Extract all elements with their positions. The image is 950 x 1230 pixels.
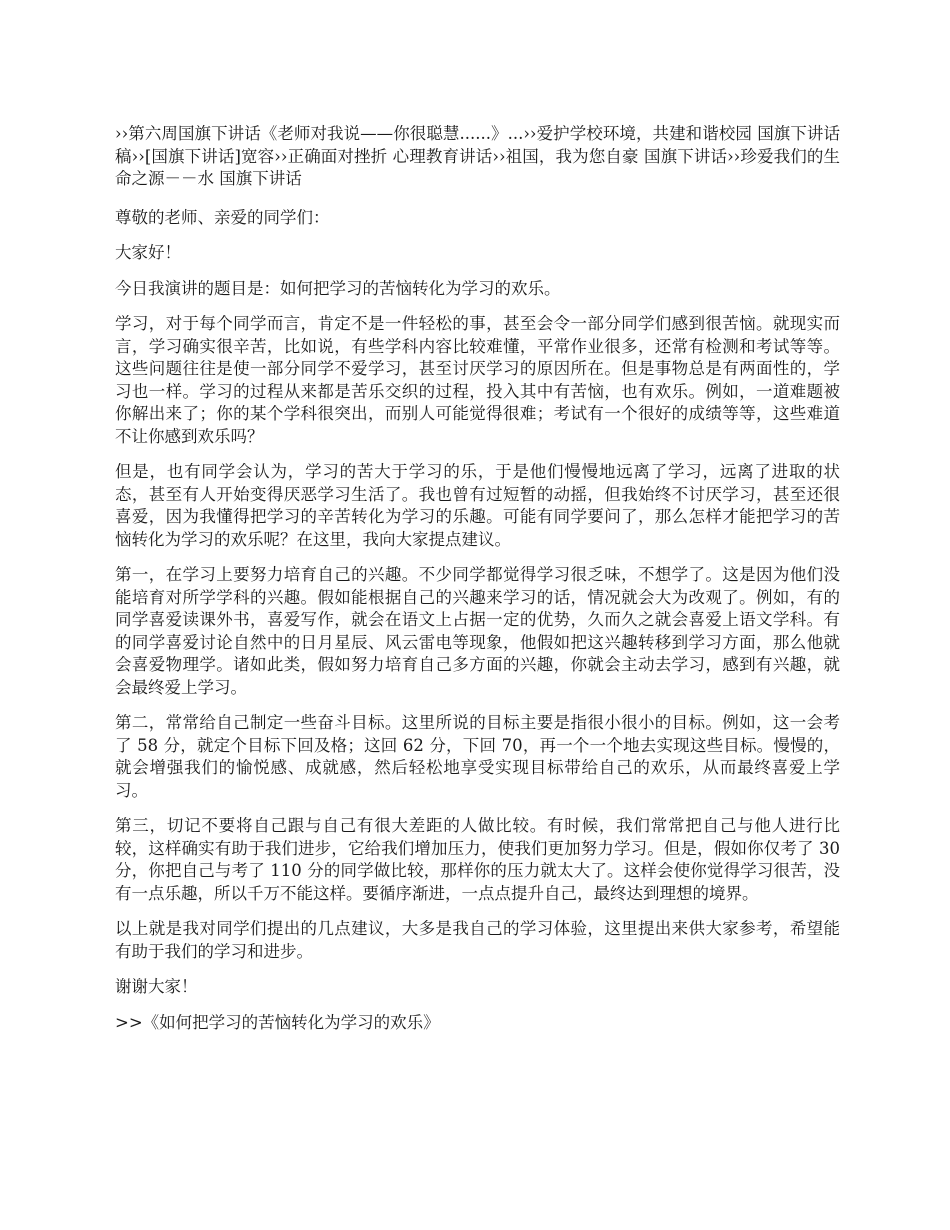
related-links-text[interactable]: ››第六周国旗下讲话《老师对我说——你很聪慧......》...››爱护学校环境，共建和谐校园 国旗下讲话稿››[国旗下讲话]宽容››正确面对挫折 心理教育讲话››祖国，我为您自豪 国旗下讲话››珍爱我们的生命之源－－水 国旗下讲话 (115, 124, 840, 188)
greeting: 大家好！ (115, 243, 181, 262)
paragraph-suggestion-comparison: 第三，切记不要将自己跟与自己有很大差距的人做比较。有时候，我们常常把自己与他人进行比较，这样确实有助于我们进步，它给我们增加压力，使我们更加努力学习。但是，假如你仅考了 30 分，你把自己与考了 110 分的同学做比较，那样你的压力就太大了。这样会使你觉得学习很苦，没有一点乐趣，所以千万不能这样。要循序渐进，一点点提升自己，最终达到理想的境界。 (115, 816, 840, 903)
article-link[interactable]: >>《如何把学习的苦恼转化为学习的欢乐》 (115, 1012, 440, 1032)
paragraph-suggestion-interest: 第一，在学习上要努力培育自己的兴趣。不少同学都觉得学习很乏味，不想学了。这是因为他们没能培育对所学学科的兴趣。假如能根据自己的兴趣来学习的话，情况就会大为改观了。例如，有的同学喜爱读课外书，喜爱写作，就会在语文上占据一定的优势，久而久之就会喜爱上语文学科。有的同学喜爱讨论自然中的日月星辰、风云雷电等现象，他假如把这兴趣转移到学习方面，那么他就会喜爱物理学。诸如此类，假如努力培育自己多方面的兴趣，你就会主动去学习，感到有兴趣，就会最终爱上学习。 (115, 565, 840, 697)
salutation: 尊敬的老师、亲爱的同学们： (115, 207, 330, 227)
paragraph-transition: 但是，也有同学会认为，学习的苦大于学习的乐，于是他们慢慢地远离了学习，远离了进取的状态，甚至有人开始变得厌恶学习生活了。我也曾有过短暂的动摇，但我始终不讨厌学习，甚至还很喜爱，因为我懂得把学习的辛苦转化为学习的乐趣。可能有同学要问了，那么怎样才能把学习的苦恼转化为学习的欢乐呢？在这里，我向大家提点建议。 (115, 462, 840, 549)
paragraph-difficulty: 学习，对于每个同学而言，肯定不是一件轻松的事，甚至会令一部分同学们感到很苦恼。就现实而言，学习确实很辛苦，比如说，有些学科内容比较难懂，平常作业很多，还常有检测和考试等等。这些问题往往是使一部分同学不爱学习，甚至讨厌学习的原因所在。但是事物总是有两面性的，学习也一样。学习的过程从来都是苦乐交织的过程，投入其中有苦恼，也有欢乐。例如，一道难题被你解出来了；你的某个学科很突出，而别人可能觉得很难；考试有一个很好的成绩等等，这些难道不让你感到欢乐吗？ (115, 314, 840, 446)
closing-thanks: 谢谢大家！ (115, 977, 198, 996)
paragraph-suggestion-goals: 第二，常常给自己制定一些奋斗目标。这里所说的目标主要是指很小很小的目标。例如，这一会考了 58 分，就定个目标下回及格；这回 62 分，下回 70，再一个一个地去实现这些目标。慢慢的，就会增强我们的愉悦感、成就感，然后轻松地享受实现目标带给自己的欢乐，从而最终喜爱上学习。 (115, 713, 840, 800)
document-page (115, 123, 840, 1047)
related-links[interactable] (115, 123, 840, 191)
paragraph-conclusion: 以上就是我对同学们提出的几点建议，大多是我自己的学习体验，这里提出来供大家参考，希望能有助于我们的学习和进步。 (115, 919, 840, 961)
speech-topic: 今日我演讲的题目是：如何把学习的苦恼转化为学习的欢乐。 (115, 278, 561, 298)
